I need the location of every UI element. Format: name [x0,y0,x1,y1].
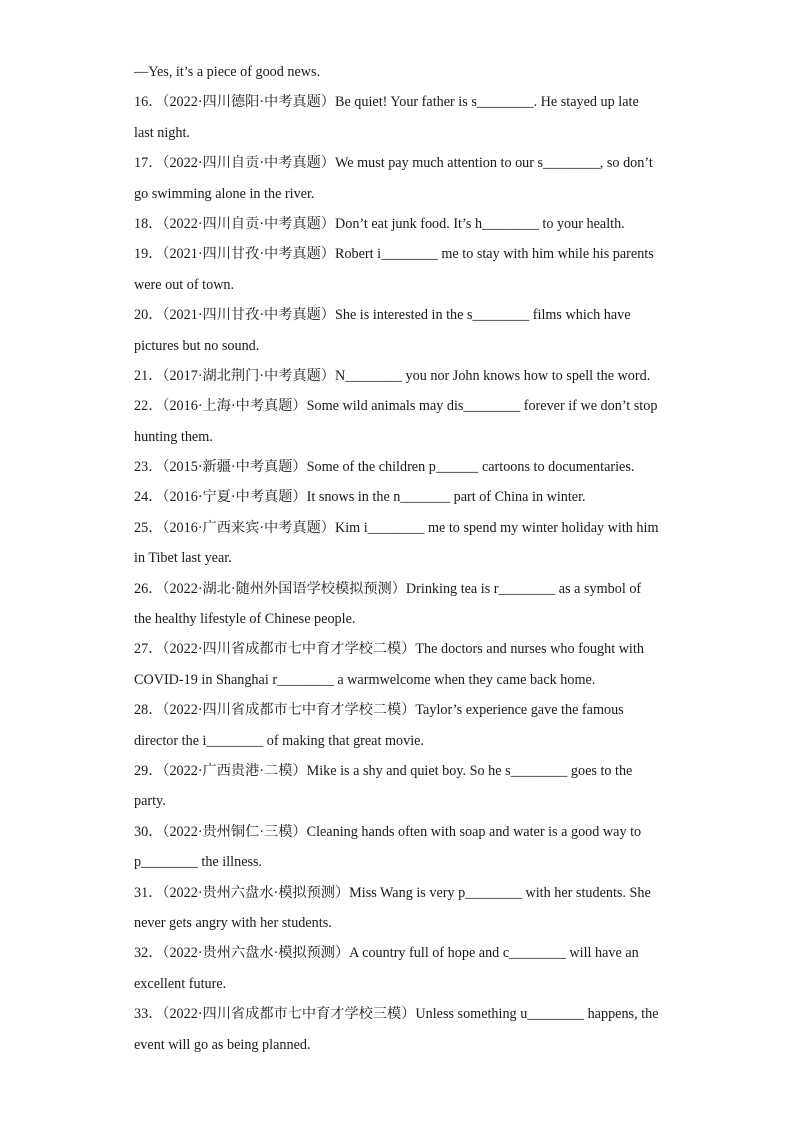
question-30-line-1: 30．（2022·贵州铜仁·三模）Cleaning hands often with soap and water is a good way to [134,823,642,840]
question-28-line-2: director the i________ of making that great movie. [134,732,424,749]
question-25-line-1: 25．（2016·广西来宾·中考真题）Kim i________ me to spend my winter holiday with him [134,519,659,536]
question-20-line-2: pictures but no sound. [134,337,260,354]
question-16-line-2: last night. [134,124,190,141]
question-27-line-2: COVID-19 in Shanghai r________ a warmwelcome when they came back home. [134,671,596,688]
question-16-line-1: 16．（2022·四川德阳·中考真题）Be quiet! Your father is s________. He stayed up late [134,94,639,111]
question-27-line-1: 27．（2022·四川省成都市七中育才学校二模）The doctors and nurses who fought with [134,641,644,658]
question-30-line-2: p________ the illness. [134,854,263,871]
question-29-line-2: party. [134,793,166,810]
question-32-line-2: excellent future. [134,975,227,992]
question-31-line-2: never gets angry with her students. [134,914,332,931]
question-17-line-2: go swimming alone in the river. [134,185,315,202]
question-29-line-1: 29．（2022·广西贵港·二模）Mike is a shy and quiet boy. So he s________ goes to the [134,762,633,779]
question-23-line-1: 23．（2015·新疆·中考真题）Some of the children p______ cartoons to documentaries. [134,459,635,476]
question-33-line-1: 33．（2022·四川省成都市七中育才学校三模）Unless something u________ happens, the [134,1006,659,1023]
question-26-line-1: 26．（2022·湖北·随州外国语学校模拟预测）Drinking tea is r________ as a symbol of [134,580,642,597]
question-32-line-1: 32．（2022·贵州六盘水·模拟预测）A country full of hope and c________ will have an [134,945,639,962]
question-22-line-2: hunting them. [134,428,213,445]
question-21-line-1: 21．（2017·湖北荆门·中考真题）N________ you nor John knows how to spell the word. [134,367,651,384]
question-31-line-1: 31．（2022·贵州六盘水·模拟预测）Miss Wang is very p________ with her students. She [134,884,651,901]
question-18-line-1: 18．（2022·四川自贡·中考真题）Don’t eat junk food. It’s h________ to your health. [134,215,625,232]
question-33-line-2: event will go as being planned. [134,1036,311,1053]
question-20-line-1: 20．（2021·四川甘孜·中考真题）She is interested in the s________ films which have [134,307,631,324]
question-25-line-2: in Tibet last year. [134,550,232,567]
question-19-line-1: 19．（2021·四川甘孜·中考真题）Robert i________ me to stay with him while his parents [134,246,654,263]
question-17-line-1: 17．（2022·四川自贡·中考真题）We must pay much attention to our s________, so don’t [134,155,653,172]
question-24-line-1: 24．（2016·宁夏·中考真题）It snows in the n_______ part of China in winter. [134,489,586,506]
text-line: —Yes, it’s a piece of good news. [134,64,321,80]
question-22-line-1: 22．（2016·上海·中考真题）Some wild animals may dis________ forever if we don’t stop [134,398,658,415]
question-19-line-2: were out of town. [134,276,235,293]
question-28-line-1: 28．（2022·四川省成都市七中育才学校二模）Taylor’s experience gave the famous [134,702,624,719]
question-26-line-2: the healthy lifestyle of Chinese people. [134,611,356,628]
exercise-text [134,57,674,1060]
